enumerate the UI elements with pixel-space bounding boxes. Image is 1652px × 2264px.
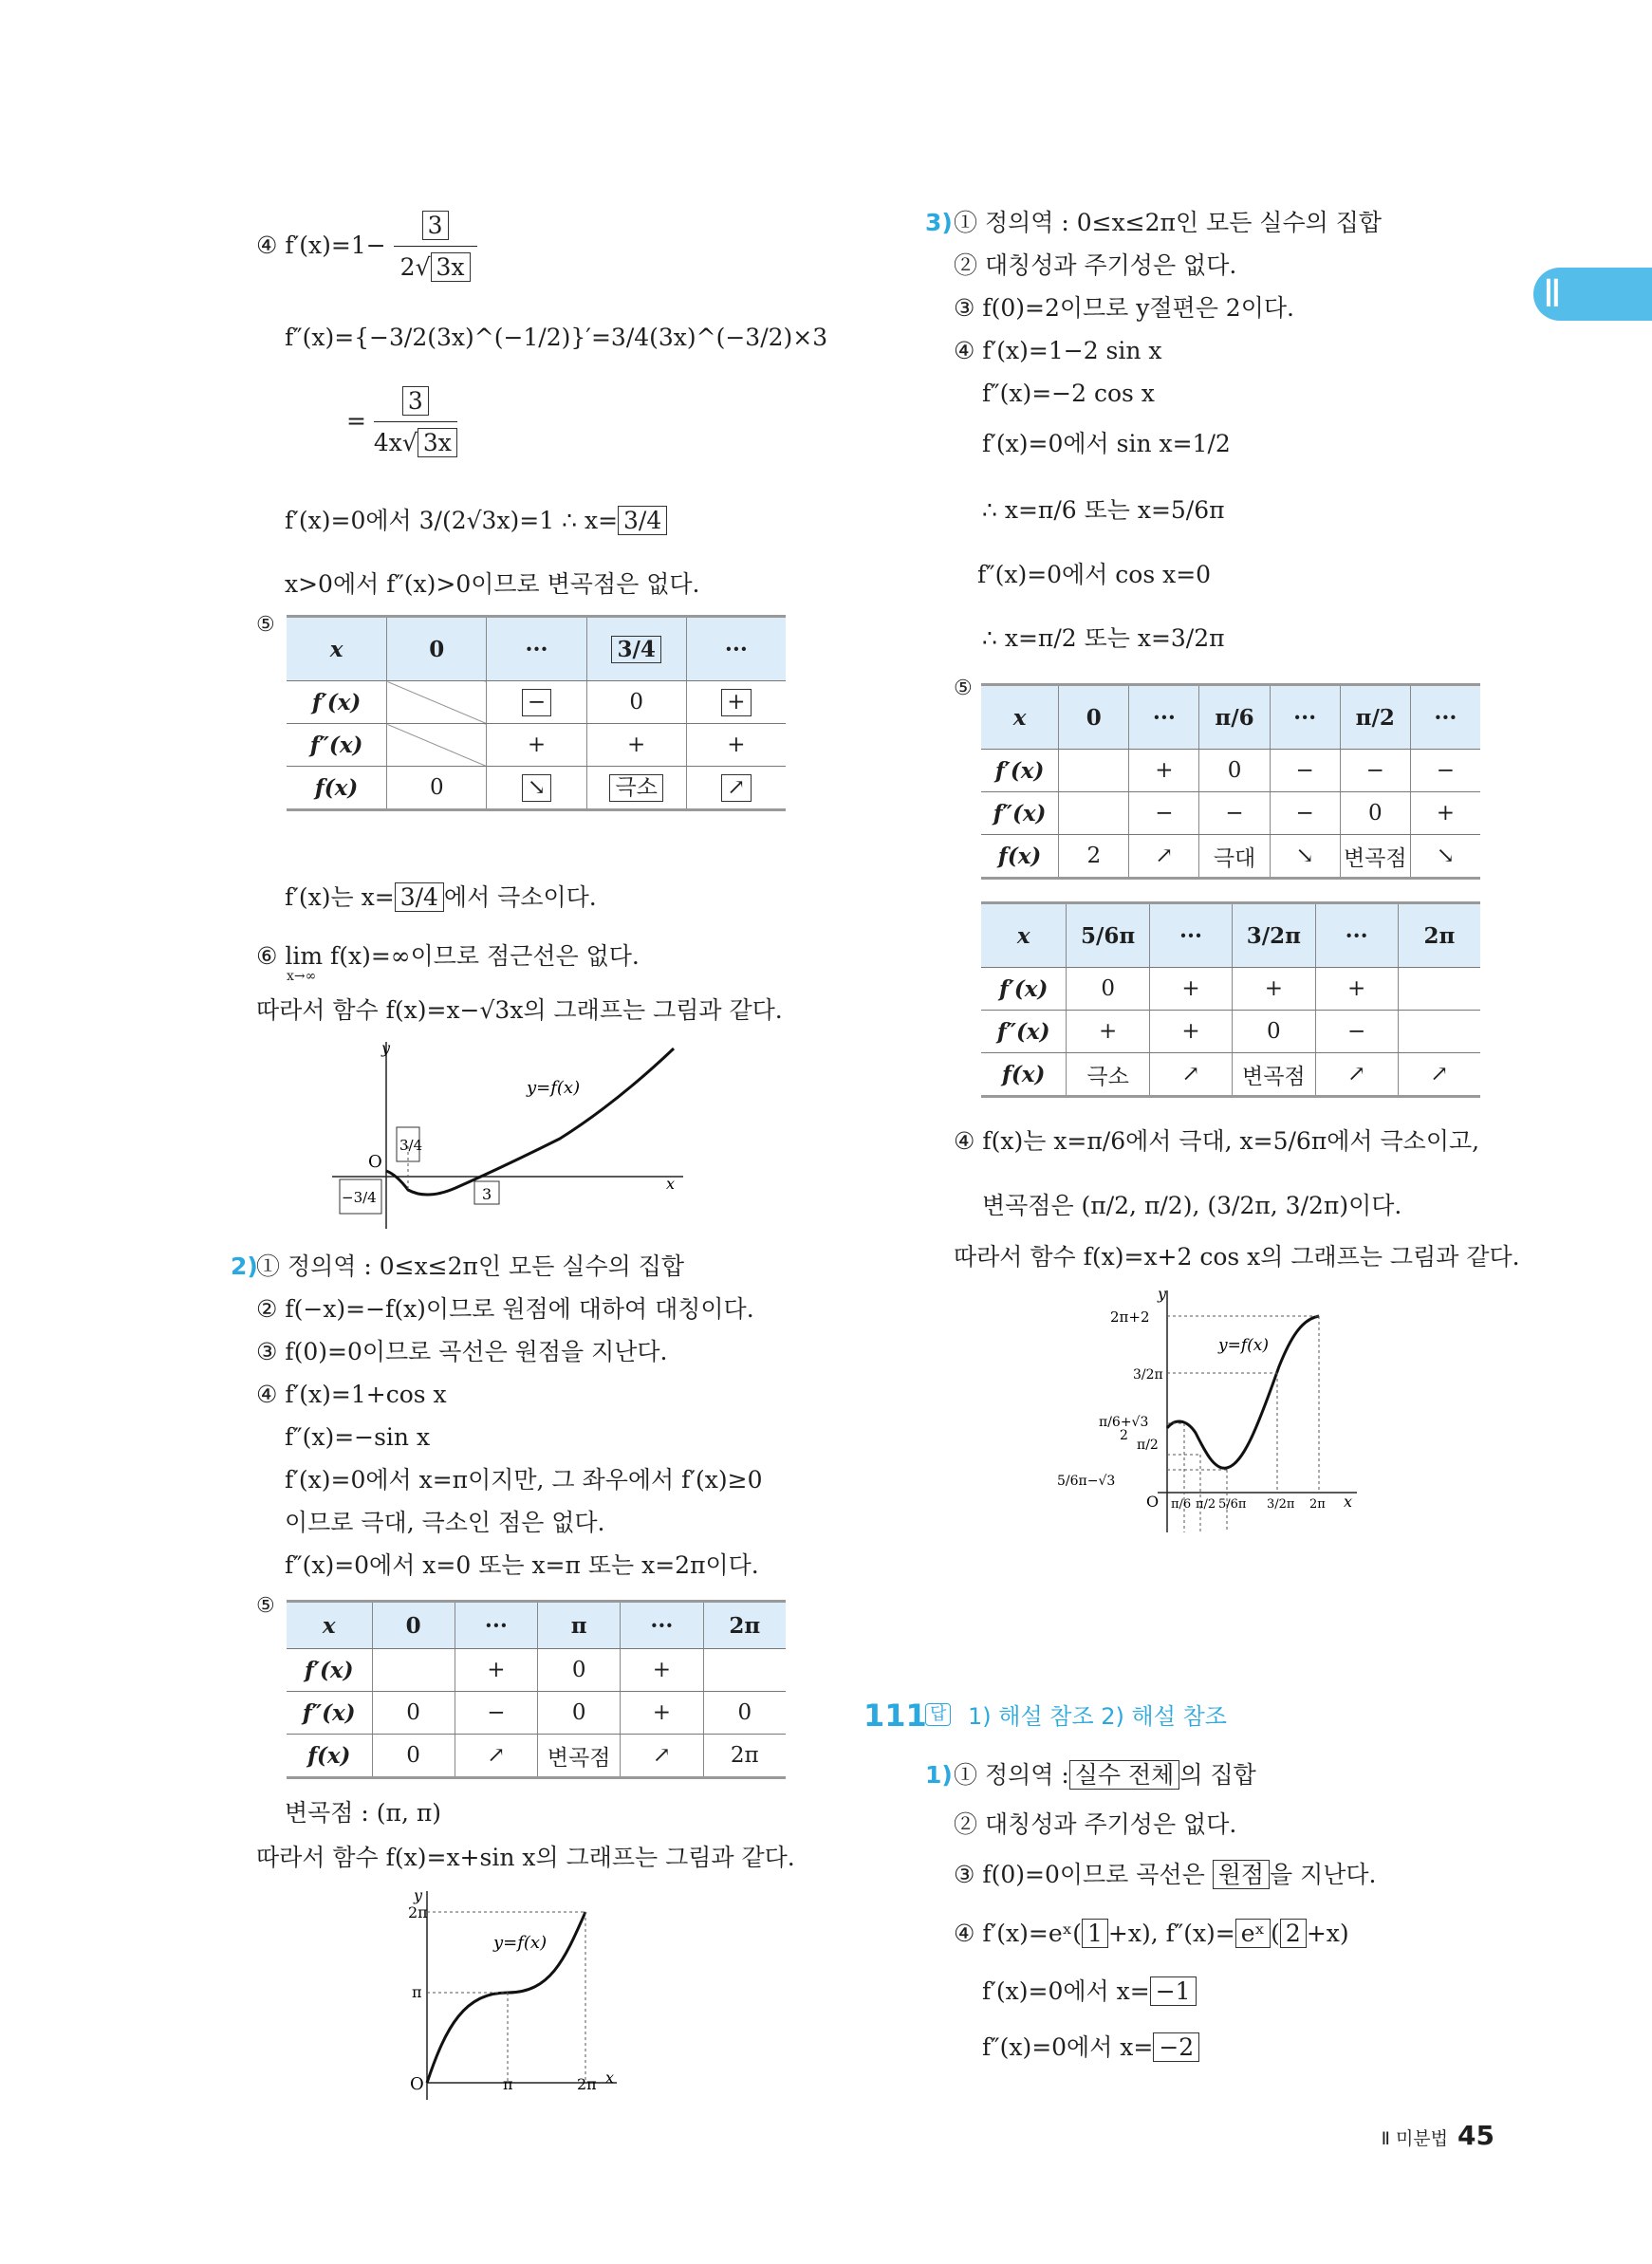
table-cell-diagonal bbox=[387, 681, 487, 724]
x-tick-label: 2π bbox=[1309, 1497, 1326, 1512]
table-cell: x bbox=[981, 685, 1059, 750]
table-cell: f″(x) bbox=[981, 1011, 1067, 1053]
p3-line-9: ∴ x=π/2 또는 x=3/2π bbox=[982, 624, 1225, 652]
table-cell: 2π bbox=[703, 1602, 786, 1649]
answer-box: 3x bbox=[418, 428, 457, 457]
circle-5-label: ⑤ bbox=[256, 613, 275, 637]
y-tick-label: π bbox=[412, 1983, 422, 2001]
table-cell: ··· bbox=[686, 617, 786, 681]
asymptote-line: ⑥ lim f(x)=∞이므로 점근선은 없다. bbox=[256, 942, 640, 970]
table-cell: ↗ bbox=[621, 1735, 703, 1778]
y-tick-label: 5/6π−√3 bbox=[1057, 1474, 1116, 1489]
inflection-point-line: 변곡점 : (π, π) bbox=[285, 1799, 442, 1827]
p3-line-8: f″(x)=0에서 cos x=0 bbox=[977, 561, 1212, 588]
p2-line-2: ② f(−x)=−f(x)이므로 원점에 대하여 대칭이다. bbox=[256, 1295, 754, 1323]
y-axis-label: y bbox=[414, 1886, 423, 1904]
graph2-intro: 따라서 함수 f(x)=x+sin x의 그래프는 그림과 같다. bbox=[256, 1844, 795, 1871]
chapter-tab-marker: Ⅱ bbox=[1533, 268, 1652, 321]
graph3-intro: 따라서 함수 f(x)=x+2 cos x의 그래프는 그림과 같다. bbox=[954, 1243, 1520, 1271]
graph-1 bbox=[332, 1034, 693, 1234]
variation-table-2 bbox=[287, 1600, 786, 1779]
q111-line-2: ② 대칭성과 주기성은 없다. bbox=[954, 1810, 1237, 1838]
q111-line-1 bbox=[954, 1760, 1256, 1790]
answer-box: 2 bbox=[1280, 1919, 1307, 1948]
table-cell: ··· bbox=[1315, 903, 1398, 968]
f-second-fraction bbox=[374, 384, 457, 457]
table-cell: 5/6π bbox=[1067, 903, 1150, 968]
table-cell: 0 bbox=[1059, 685, 1129, 750]
q111-line-5-pre: f′(x)=0에서 x= bbox=[982, 1977, 1150, 2005]
curve-label: y=f(x) bbox=[527, 1078, 581, 1098]
local-min-line bbox=[285, 882, 597, 912]
table-cell: + bbox=[487, 724, 586, 767]
table-cell: 0 bbox=[372, 1602, 455, 1649]
x-tick-label: 5/6π bbox=[1218, 1497, 1247, 1512]
table-cell bbox=[372, 1649, 455, 1692]
q111-line-4 bbox=[954, 1919, 1349, 1948]
table-row bbox=[981, 1011, 1480, 1053]
table-cell: 변곡점 bbox=[1340, 835, 1410, 879]
table-cell: x bbox=[981, 903, 1067, 968]
table-cell: ··· bbox=[1410, 685, 1480, 750]
table-cell: 2π bbox=[703, 1735, 786, 1778]
table-cell: 극대 bbox=[1199, 835, 1270, 879]
table-cell bbox=[487, 681, 586, 724]
table-cell: x bbox=[287, 1602, 372, 1649]
y-axis-label: y bbox=[1158, 1286, 1167, 1303]
table-cell: ··· bbox=[1270, 685, 1340, 750]
graph-3 bbox=[1053, 1286, 1366, 1537]
table-cell: 0 bbox=[1067, 968, 1150, 1011]
table-cell bbox=[686, 681, 786, 724]
local-min-text-pre: f′(x)는 x= bbox=[285, 883, 395, 911]
table-cell bbox=[1398, 968, 1480, 1011]
table-cell: − bbox=[455, 1692, 537, 1735]
circle-5-label: ⑤ bbox=[256, 1594, 275, 1618]
f-prime-fraction bbox=[394, 209, 477, 282]
x-tick-label: 2π bbox=[577, 2075, 597, 2093]
answer-box: 실수 전체 bbox=[1069, 1760, 1180, 1790]
p3-line-7: ∴ x=π/6 또는 x=5/6π bbox=[982, 496, 1225, 524]
table-row bbox=[287, 767, 786, 810]
q111-line-6-pre: f″(x)=0에서 x= bbox=[982, 2033, 1154, 2061]
problem-3-label: 3) bbox=[925, 209, 953, 236]
table-cell: ↗ bbox=[1398, 1053, 1480, 1097]
table-cell: − bbox=[1129, 792, 1199, 835]
table-cell: ↗ bbox=[1149, 1053, 1232, 1097]
y-tick-label: 2 bbox=[1120, 1428, 1128, 1443]
inflection-points-line: 변곡점은 (π/2, π/2), (3/2π, 3/2π)이다. bbox=[982, 1192, 1402, 1219]
table-cell: + bbox=[1149, 1011, 1232, 1053]
table-cell: − bbox=[1315, 1011, 1398, 1053]
variation-table-1 bbox=[287, 615, 786, 811]
zero-condition-text: f′(x)=0에서 3/(2√3x)=1 ∴ x= bbox=[285, 507, 619, 534]
answer-box: 3x bbox=[431, 252, 471, 282]
radical-prefix: 2√ bbox=[399, 253, 431, 281]
y-axis-label: y bbox=[381, 1039, 391, 1057]
question-number: 111 bbox=[863, 1698, 927, 1734]
graph-box-label: 3 bbox=[482, 1185, 492, 1203]
p2-line-7: 이므로 극대, 극소인 점은 없다. bbox=[285, 1509, 605, 1536]
table-cell: − bbox=[1410, 750, 1480, 792]
p3-line-5: f″(x)=−2 cos x bbox=[982, 380, 1155, 407]
table-row bbox=[287, 1692, 786, 1735]
table-cell: ··· bbox=[1149, 903, 1232, 968]
table-cell: ··· bbox=[621, 1602, 703, 1649]
y-tick-label: 3/2π bbox=[1133, 1367, 1163, 1383]
table-cell: 0 bbox=[1199, 750, 1270, 792]
table-cell: π/6 bbox=[1199, 685, 1270, 750]
table-cell: ··· bbox=[487, 617, 586, 681]
table-row bbox=[981, 792, 1480, 835]
table-cell: 변곡점 bbox=[1233, 1053, 1316, 1097]
table-cell: 2 bbox=[1059, 835, 1129, 879]
graph-2 bbox=[389, 1884, 636, 2111]
q111-line-1-pre: ① 정의역 : bbox=[954, 1761, 1069, 1789]
table-cell: + bbox=[1315, 968, 1398, 1011]
table-cell: ↗ bbox=[455, 1735, 537, 1778]
extrema-line: ④ f(x)는 x=π/6에서 극대, x=5/6π에서 극소이고, bbox=[954, 1127, 1480, 1155]
table-cell: f(x) bbox=[981, 835, 1059, 879]
p2-line-1: ① 정의역 : 0≤x≤2π인 모든 실수의 집합 bbox=[256, 1253, 684, 1280]
q111-line-4-c: ( bbox=[1271, 1920, 1280, 1947]
f-second-result bbox=[346, 384, 457, 457]
answer-box: eˣ bbox=[1235, 1919, 1271, 1948]
table-cell: 0 bbox=[703, 1692, 786, 1735]
table-cell: 0 bbox=[1340, 792, 1410, 835]
table-cell: + bbox=[586, 724, 686, 767]
answer-tag: 답 bbox=[925, 1703, 951, 1726]
q111-line-3-pre: ③ f(0)=0이므로 곡선은 bbox=[954, 1861, 1205, 1888]
table-row bbox=[287, 1735, 786, 1778]
table-header-row bbox=[981, 685, 1480, 750]
answer-box: ↘ bbox=[522, 774, 551, 802]
answer-box: ↗ bbox=[721, 774, 751, 802]
limit-subscript: x→∞ bbox=[287, 969, 317, 984]
table-cell: f′(x) bbox=[287, 1649, 372, 1692]
answer-box: −2 bbox=[1153, 2032, 1199, 2062]
table-cell: 3/2π bbox=[1233, 903, 1316, 968]
table-cell: π bbox=[538, 1602, 621, 1649]
table-cell: π/2 bbox=[1340, 685, 1410, 750]
radical-prefix: 4x√ bbox=[373, 429, 418, 456]
f-prime-formula bbox=[256, 209, 477, 282]
table-cell: − bbox=[1340, 750, 1410, 792]
table-cell: − bbox=[1199, 792, 1270, 835]
y-tick-label: 2π+2 bbox=[1110, 1308, 1150, 1326]
answer-summary: 1) 해설 참조 2) 해설 참조 bbox=[968, 1703, 1227, 1730]
curve-label: y=f(x) bbox=[1218, 1336, 1269, 1355]
answer-box: 3/4 bbox=[618, 506, 667, 535]
q111-line-4-d: +x) bbox=[1306, 1920, 1349, 1947]
table-cell: f(x) bbox=[287, 767, 387, 810]
q111-line-4-b: +x), f″(x)= bbox=[1107, 1920, 1235, 1947]
answer-box: 3 bbox=[402, 386, 429, 416]
p2-line-6: f′(x)=0에서 x=π이지만, 그 좌우에서 f′(x)≥0 bbox=[285, 1466, 763, 1494]
answer-box: 1 bbox=[1082, 1919, 1108, 1948]
table-cell: f(x) bbox=[981, 1053, 1067, 1097]
table-cell bbox=[703, 1649, 786, 1692]
table-cell: 0 bbox=[538, 1649, 621, 1692]
x-tick-label: π bbox=[503, 2075, 513, 2093]
f-prime-label: ④ f′(x)=1− bbox=[256, 232, 386, 259]
origin-label: O bbox=[368, 1152, 382, 1172]
table-cell: f″(x) bbox=[981, 792, 1059, 835]
table-cell bbox=[1059, 750, 1129, 792]
table-cell: 0 bbox=[372, 1735, 455, 1778]
x-tick-label: π/6 bbox=[1171, 1497, 1192, 1512]
table-cell: ··· bbox=[1129, 685, 1199, 750]
p3-line-3: ③ f(0)=2이므로 y절편은 2이다. bbox=[954, 294, 1294, 322]
answer-box: + bbox=[721, 689, 751, 716]
table-cell: ··· bbox=[455, 1602, 537, 1649]
p2-line-5: f″(x)=−sin x bbox=[285, 1423, 431, 1451]
curve-label: y=f(x) bbox=[493, 1933, 548, 1953]
table-cell bbox=[586, 617, 686, 681]
q111-line-1-post: 의 집합 bbox=[1179, 1761, 1256, 1789]
table-row bbox=[287, 724, 786, 767]
table-cell: + bbox=[1233, 968, 1316, 1011]
table-cell-diagonal bbox=[387, 724, 487, 767]
table-cell: ↘ bbox=[1410, 835, 1480, 879]
answer-box: 3 bbox=[422, 211, 449, 240]
q111-line-3-post: 을 지난다. bbox=[1270, 1861, 1377, 1888]
table-cell bbox=[586, 767, 686, 810]
q111-line-4-a: ④ f′(x)=eˣ( bbox=[954, 1920, 1082, 1947]
table-row bbox=[981, 835, 1480, 879]
table-header-row bbox=[981, 903, 1480, 968]
table-cell: f′(x) bbox=[981, 750, 1059, 792]
function-curve bbox=[386, 1048, 674, 1195]
variation-table-3b bbox=[981, 901, 1480, 1098]
x-axis-label: x bbox=[1344, 1493, 1353, 1511]
table-cell: f′(x) bbox=[981, 968, 1067, 1011]
f-second-derivative-line: f″(x)={−3/2(3x)^(−1/2)}′=3/4(3x)^(−3/2)×3 bbox=[285, 324, 828, 351]
table-cell: + bbox=[1067, 1011, 1150, 1053]
table-cell: ↗ bbox=[1129, 835, 1199, 879]
table-cell: 0 bbox=[372, 1692, 455, 1735]
q111-line-3 bbox=[954, 1860, 1377, 1889]
local-min-text-post: 에서 극소이다. bbox=[443, 883, 597, 911]
table-cell: f″(x) bbox=[287, 724, 387, 767]
table-cell bbox=[686, 767, 786, 810]
problem-2-label: 2) bbox=[231, 1253, 258, 1280]
p2-line-8: f″(x)=0에서 x=0 또는 x=π 또는 x=2π이다. bbox=[285, 1551, 759, 1579]
table-cell: + bbox=[1149, 968, 1232, 1011]
table-cell: 극소 bbox=[1067, 1053, 1150, 1097]
x-axis-label: x bbox=[666, 1175, 676, 1193]
table-row bbox=[287, 1649, 786, 1692]
table-cell: + bbox=[1129, 750, 1199, 792]
table-header-row bbox=[287, 617, 786, 681]
table-cell: − bbox=[1270, 750, 1340, 792]
table-cell: 0 bbox=[387, 617, 487, 681]
p3-line-2: ② 대칭성과 주기성은 없다. bbox=[954, 251, 1237, 279]
table-cell bbox=[1398, 1011, 1480, 1053]
table-cell: + bbox=[455, 1649, 537, 1692]
table-cell: 0 bbox=[538, 1692, 621, 1735]
table-cell: f″(x) bbox=[287, 1692, 372, 1735]
page-number: 45 bbox=[1457, 2120, 1494, 2151]
answer-box: 3/4 bbox=[611, 636, 660, 663]
origin-label: O bbox=[410, 2074, 424, 2094]
table-cell: + bbox=[621, 1692, 703, 1735]
graph1-intro: 따라서 함수 f(x)=x−√3x의 그래프는 그림과 같다. bbox=[256, 996, 783, 1024]
x-tick-label: 3/2π bbox=[1267, 1497, 1295, 1512]
p3-line-4: ④ f′(x)=1−2 sin x bbox=[954, 337, 1162, 364]
q111-part-1-label: 1) bbox=[925, 1761, 953, 1789]
answer-box: 3/4 bbox=[395, 882, 444, 912]
table-cell: x bbox=[287, 617, 387, 681]
table-cell: 2π bbox=[1398, 903, 1480, 968]
page-footer bbox=[1382, 2120, 1494, 2151]
table-cell bbox=[1059, 792, 1129, 835]
table-row bbox=[981, 1053, 1480, 1097]
table-cell: f(x) bbox=[287, 1735, 372, 1778]
equals-sign: = bbox=[346, 407, 366, 435]
table-row bbox=[981, 750, 1480, 792]
graph-box-label: 3/4 bbox=[399, 1137, 423, 1154]
y-tick-label: 2π bbox=[408, 1903, 428, 1921]
answer-box: − bbox=[522, 689, 551, 716]
table-cell: 0 bbox=[1233, 1011, 1316, 1053]
y-tick-label: π/2 bbox=[1137, 1438, 1159, 1453]
origin-label: O bbox=[1146, 1493, 1160, 1511]
table-cell: + bbox=[621, 1649, 703, 1692]
table-row bbox=[981, 968, 1480, 1011]
table-row bbox=[287, 681, 786, 724]
answer-box: −1 bbox=[1150, 1976, 1197, 2006]
p3-line-1: ① 정의역 : 0≤x≤2π인 모든 실수의 집합 bbox=[954, 209, 1382, 236]
footer-section: Ⅱ 미분법 bbox=[1381, 2128, 1449, 2149]
table-cell: f′(x) bbox=[287, 681, 387, 724]
table-cell: + bbox=[686, 724, 786, 767]
answer-box: 극소 bbox=[609, 774, 662, 802]
table-cell: ↘ bbox=[1270, 835, 1340, 879]
table-cell: − bbox=[1270, 792, 1340, 835]
p3-line-6: f′(x)=0에서 sin x=1/2 bbox=[982, 430, 1231, 457]
table-cell bbox=[487, 767, 586, 810]
table-cell: 0 bbox=[586, 681, 686, 724]
zero-condition-line bbox=[285, 506, 667, 535]
x-tick-label: π/2 bbox=[1196, 1497, 1216, 1512]
table-cell: ↗ bbox=[1315, 1053, 1398, 1097]
circle-5-label: ⑤ bbox=[954, 677, 973, 700]
q111-line-6 bbox=[982, 2032, 1199, 2062]
table-cell: + bbox=[1410, 792, 1480, 835]
q111-line-5 bbox=[982, 1976, 1197, 2006]
inflection-none-line: x>0에서 f″(x)>0이므로 변곡점은 없다. bbox=[285, 570, 700, 598]
x-axis-label: x bbox=[605, 2069, 615, 2087]
y-tick-label: π/6+√3 bbox=[1099, 1415, 1149, 1430]
table-cell: 0 bbox=[387, 767, 487, 810]
p2-line-3: ③ f(0)=0이므로 곡선은 원점을 지난다. bbox=[256, 1338, 668, 1365]
answer-box: 원점 bbox=[1213, 1860, 1270, 1889]
p2-line-4: ④ f′(x)=1+cos x bbox=[256, 1381, 447, 1408]
table-header-row bbox=[287, 1602, 786, 1649]
variation-table-3a bbox=[981, 683, 1480, 880]
table-cell: 변곡점 bbox=[538, 1735, 621, 1778]
graph-box-label: −3/4 bbox=[342, 1189, 377, 1206]
